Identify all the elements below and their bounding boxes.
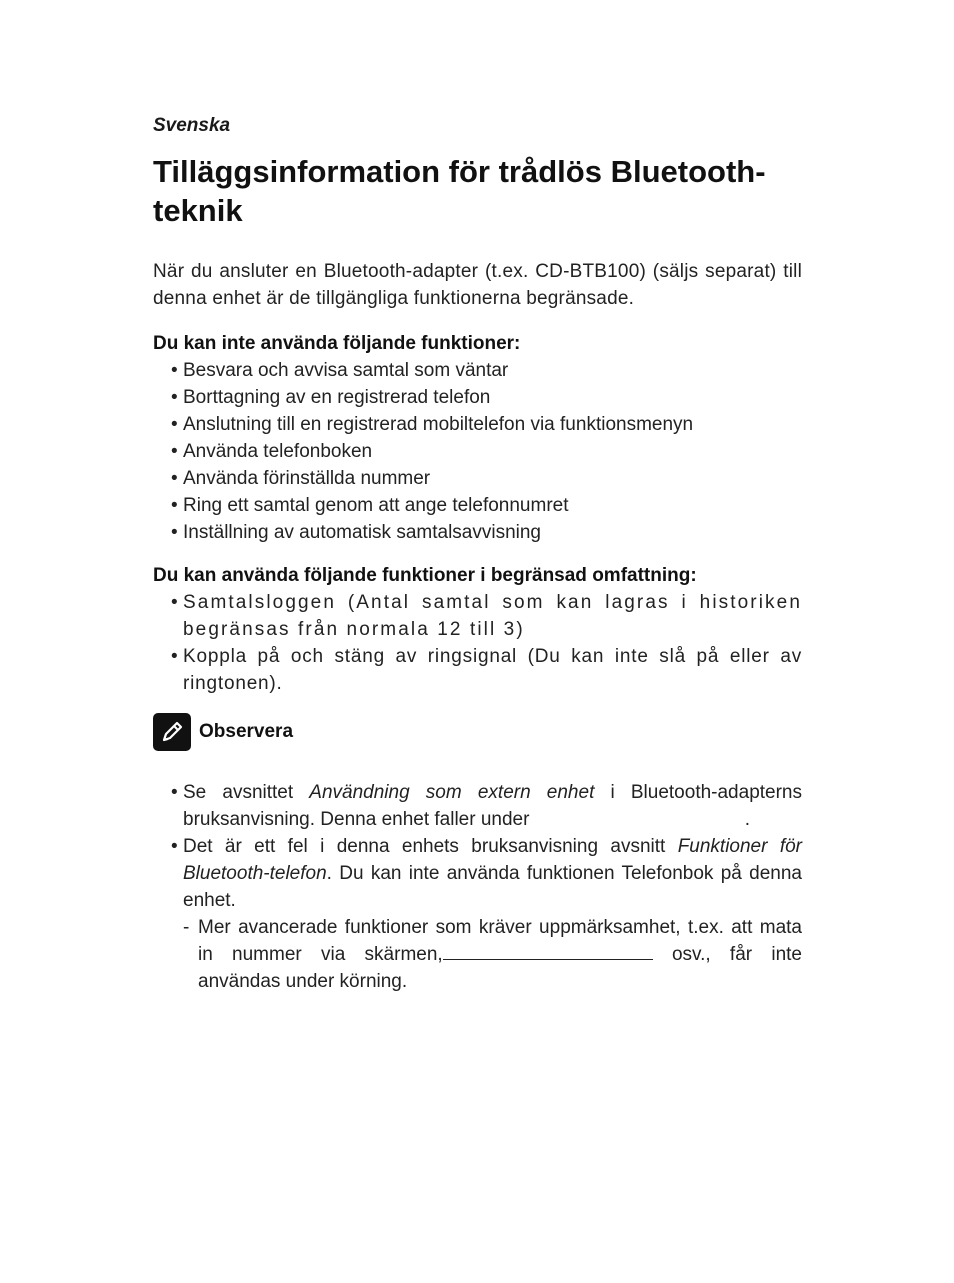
bullet-icon: • [171,468,178,489]
list-item: • Ring ett samtal genom att ange telefonnumret [153,492,802,519]
list-item: • Inställning av automatisk samtalsavvisning [153,519,802,546]
list-item: • Använda telefonboken [153,438,802,465]
list-item: • Borttagning av en registrerad telefon [153,384,802,411]
note-item: • Se avsnittet Användning som extern enhet i Bluetooth-adapterns bruksanvisning. Denna enhet faller under . [153,779,802,833]
bullet-icon: • [171,495,178,516]
note-list [153,779,802,914]
language-label: Svenska [153,115,231,136]
list-item: • Samtalsloggen (Antal samtal som kan lagras i historiken begränsas från normala 12 till 3) [153,589,802,643]
bullet-icon: • [171,414,178,435]
list-item: • Använda förinställda nummer [153,465,802,492]
intro-paragraph: När du ansluter en Bluetooth-adapter (t.ex. CD-BTB100) (säljs separat) till denna enhet är de tillgängliga funktionerna begränsade. [153,261,802,309]
bullet-icon: • [171,592,178,613]
limited-functions-heading: Du kan använda följande funktioner i begränsad omfattning: [153,565,697,586]
pencil-icon [153,713,191,751]
note-header [153,713,802,751]
reference-italic: Användning som extern enhet [309,782,595,803]
unavailable-functions-heading: Du kan inte använda följande funktioner: [153,333,521,354]
limited-functions-list [153,589,802,697]
bullet-icon: • [171,387,178,408]
document-page [153,114,802,995]
page-title: Tilläggsinformation för trådlös Bluetooth-teknik [153,154,766,228]
note-item: • Det är ett fel i denna enhets bruksanvisning avsnitt Funktioner för Bluetooth-telefon. Du kan inte använda funktionen Telefonbok på denna enhet. [153,833,802,914]
bullet-icon: • [171,782,178,803]
bullet-icon: • [171,360,178,381]
note-label: Observera [199,721,294,742]
reference-italic: Funktioner för Bluetooth-telefon [183,836,802,884]
bullet-icon: • [171,441,178,462]
list-item: • Anslutning till en registrerad mobiltelefon via funktionsmenyn [153,411,802,438]
bullet-icon: • [171,836,178,857]
dash-marker: - [183,917,190,938]
list-item: • Besvara och avvisa samtal som väntar [153,357,802,384]
unavailable-functions-list [153,357,802,546]
bullet-icon: • [171,646,178,667]
strike-line [443,945,653,960]
list-item: • Koppla på och stäng av ringsignal (Du kan inte slå på eller av ringtonen). [153,643,802,697]
note-subitem: - Mer avancerade funktioner som kräver uppmärksamhet, t.ex. att mata in nummer via skärmen, osv., får inte användas under körning. [153,914,802,995]
bullet-icon: • [171,522,178,543]
